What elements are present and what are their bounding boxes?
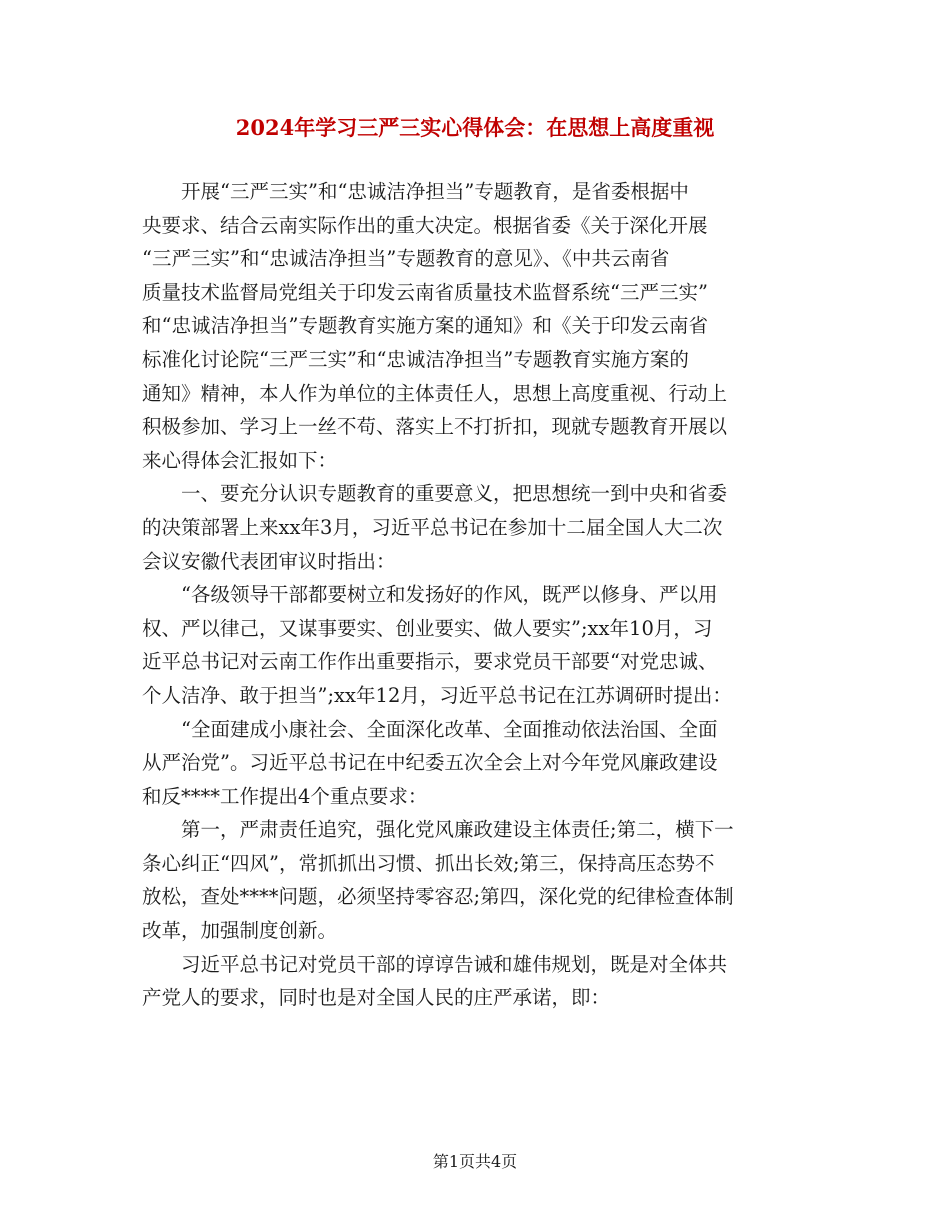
document-body: [142, 175, 806, 1015]
body-line: 通知》精神，本人作为单位的主体责任人，思想上高度重视、行动上: [142, 381, 728, 405]
body-line: 开展“三严三实”和“忠诚洁净担当”专题教育，是省委根据中: [142, 180, 689, 203]
body-line: 放松，查处****问题，必须坚持零容忍;第四，深化党的纪律检查体制: [142, 885, 734, 909]
body-line: 习近平总书记对党员干部的谆谆告诫和雄伟规划，既是对全体共: [142, 952, 728, 976]
body-line: “全面建成小康社会、全面深化改革、全面推动依法治国、全面: [142, 717, 718, 741]
body-line: 央要求、结合云南实际作出的重大决定。根据省委《关于深化开展: [142, 213, 708, 237]
body-line: 产党人的要求，同时也是对全国人民的庄严承诺，即：: [142, 986, 611, 1010]
body-line: 个人洁净、敢于担当”;xx年12月，习近平总书记在江苏调研时提出：: [142, 683, 732, 707]
body-line: 和反****工作提出4个重点要求：: [142, 784, 428, 808]
body-line: “三严三实”和“忠诚洁净担当”专题教育的意见》、《中共云南省: [142, 247, 670, 271]
body-line: 来心得体会汇报如下：: [142, 448, 338, 472]
body-line: 近平总书记对云南工作作出重要指示，要求党员干部要“对党忠诚、: [142, 650, 718, 674]
body-line: 一、要充分认识专题教育的重要意义，把思想统一到中央和省委: [142, 482, 728, 506]
body-line: 会议安徽代表团审议时指出：: [142, 549, 396, 573]
body-line: 权、严以律己，又谋事要实、创业要实、做人要实”;xx年10月，习: [142, 616, 713, 640]
body-line: 改革，加强制度创新。: [142, 919, 338, 943]
body-line: 和“忠诚洁净担当”专题教育实施方案的通知》和《关于印发云南省: [142, 314, 708, 338]
body-line: 的决策部署上来xx年3月，习近平总书记在参加十二届全国人大二次: [142, 515, 723, 539]
body-line: 条心纠正“四风”，常抓抓出习惯、抓出长效;第三，保持高压态势不: [142, 851, 715, 875]
body-line: 第一，严肃责任追究，强化党风廉政建设主体责任;第二，横下一: [142, 818, 734, 842]
page-number: 第1页共4页: [432, 1152, 518, 1171]
body-line: 从严治党”。习近平总书记在中纪委五次全会上对今年党风廉政建设: [142, 751, 718, 775]
body-line: 质量技术监督局党组关于印发云南省质量技术监督系统“三严三实”: [142, 280, 708, 304]
document-title: 2024年学习三严三实心得体会：在思想上高度重视: [235, 115, 715, 140]
body-line: “各级领导干部都要树立和发扬好的作风，既严以修身、严以用: [142, 583, 718, 607]
body-line: 积极参加、学习上一丝不苟、落实上不打折扣，现就专题教育开展以: [142, 415, 728, 439]
body-line: 标准化讨论院“三严三实”和“忠诚洁净担当”专题教育实施方案的: [142, 347, 689, 371]
